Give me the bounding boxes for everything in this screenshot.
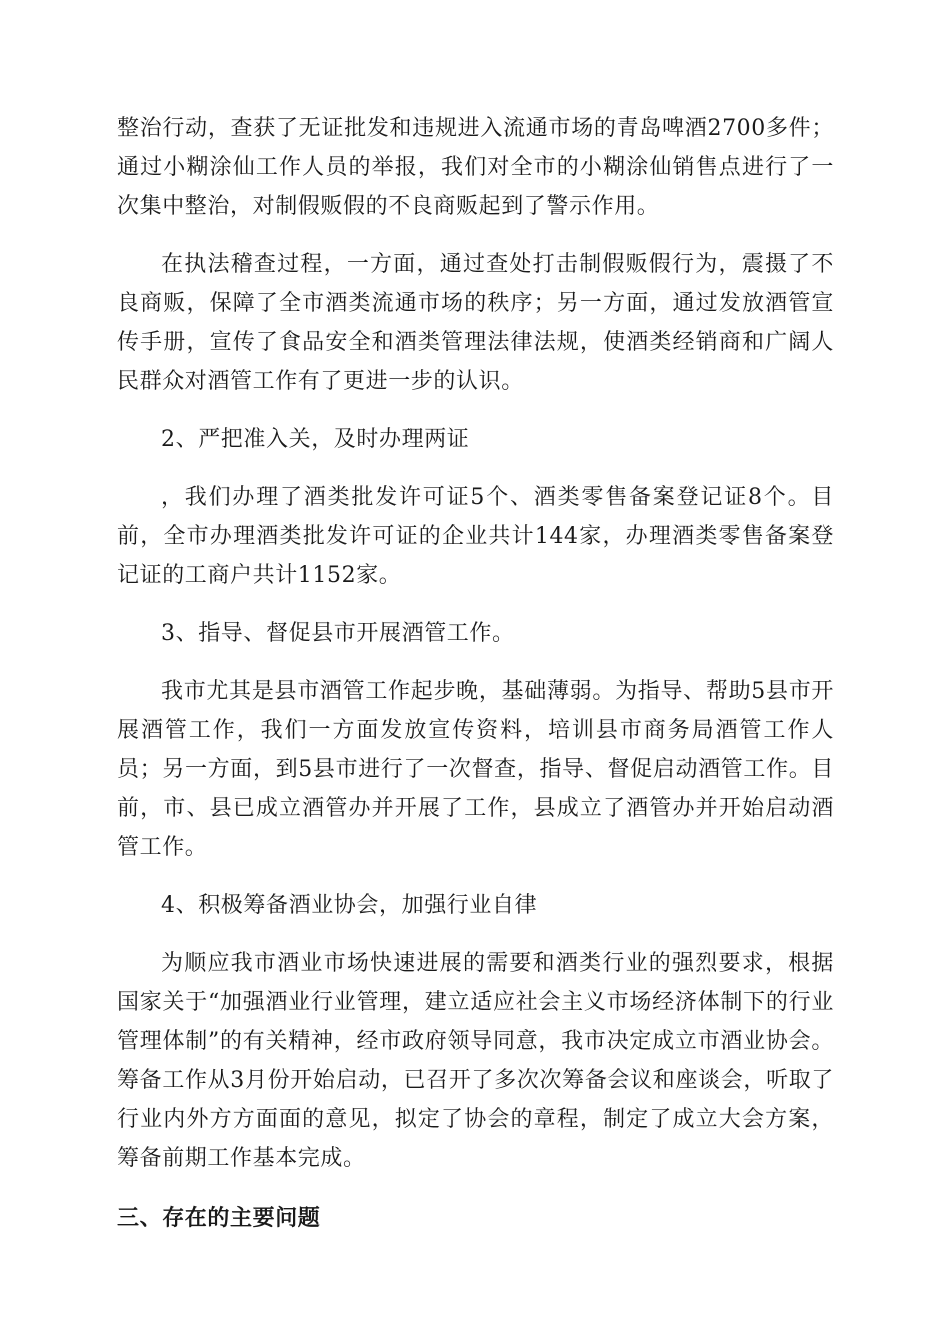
paragraph-enforcement-effect: 在执法稽查过程，一方面，通过查处打击制假贩假行为，震摄了不良商贩，保障了全市酒类流通市场的秩序；另一方面，通过发放酒管宣传手册，宣传了食品安全和酒类管理法律法规，使酒类经销商和广阔人民群众对酒管工作有了更进一步的认识。 bbox=[117, 252, 834, 394]
section-heading: 三、存在的主要问题 bbox=[117, 1205, 321, 1231]
subheading-county-guidance: 3、指导、督促县市开展酒管工作。 bbox=[161, 621, 515, 646]
paragraph-county-guidance: 我市尤其是县市酒管工作起步晚，基础薄弱。为指导、帮助5县市开展酒管工作，我们一方面发放宣传资料，培训县市商务局酒管工作人员；另一方面，到5县市进行了一次督查，指导、督促启动酒管工作。目前，市、县已成立酒管办并开展了工作，县成立了酒管办并开始启动酒管工作。 bbox=[117, 679, 834, 860]
paragraph-licensing: ，我们办理了酒类批发许可证5个、酒类零售备案登记证8个。目前，全市办理酒类批发许可证的企业共计144家，办理酒类零售备案登记证的工商户共计1152家。 bbox=[117, 485, 834, 588]
paragraph-enforcement-continued: 整治行动，查获了无证批发和违规进入流通市场的青岛啤酒2700多件；通过小糊涂仙工作人员的举报，我们对全市的小糊涂仙销售点进行了一次集中整治，对制假贩假的不良商贩起到了警示作用。 bbox=[117, 116, 834, 219]
paragraph-association: 为顺应我市酒业市场快速进展的需要和酒类行业的强烈要求，根据国家关于“加强酒业行业管理，建立适应社会主义市场经济体制下的行业管理体制”的有关精神，经市政府领导同意，我市决定成立市酒业协会。筹备工作从3月份开始启动，已召开了多次次筹备会议和座谈会，听取了行业内外方方面面的意见，拟定了协会的章程，制定了成立大会方案，筹备前期工作基本完成。 bbox=[117, 951, 834, 1171]
subheading-licensing: 2、严把准入关，及时办理两证 bbox=[161, 427, 470, 452]
document-body bbox=[117, 109, 834, 1238]
subheading-association: 4、积极筹备酒业协会，加强行业自律 bbox=[161, 893, 538, 918]
